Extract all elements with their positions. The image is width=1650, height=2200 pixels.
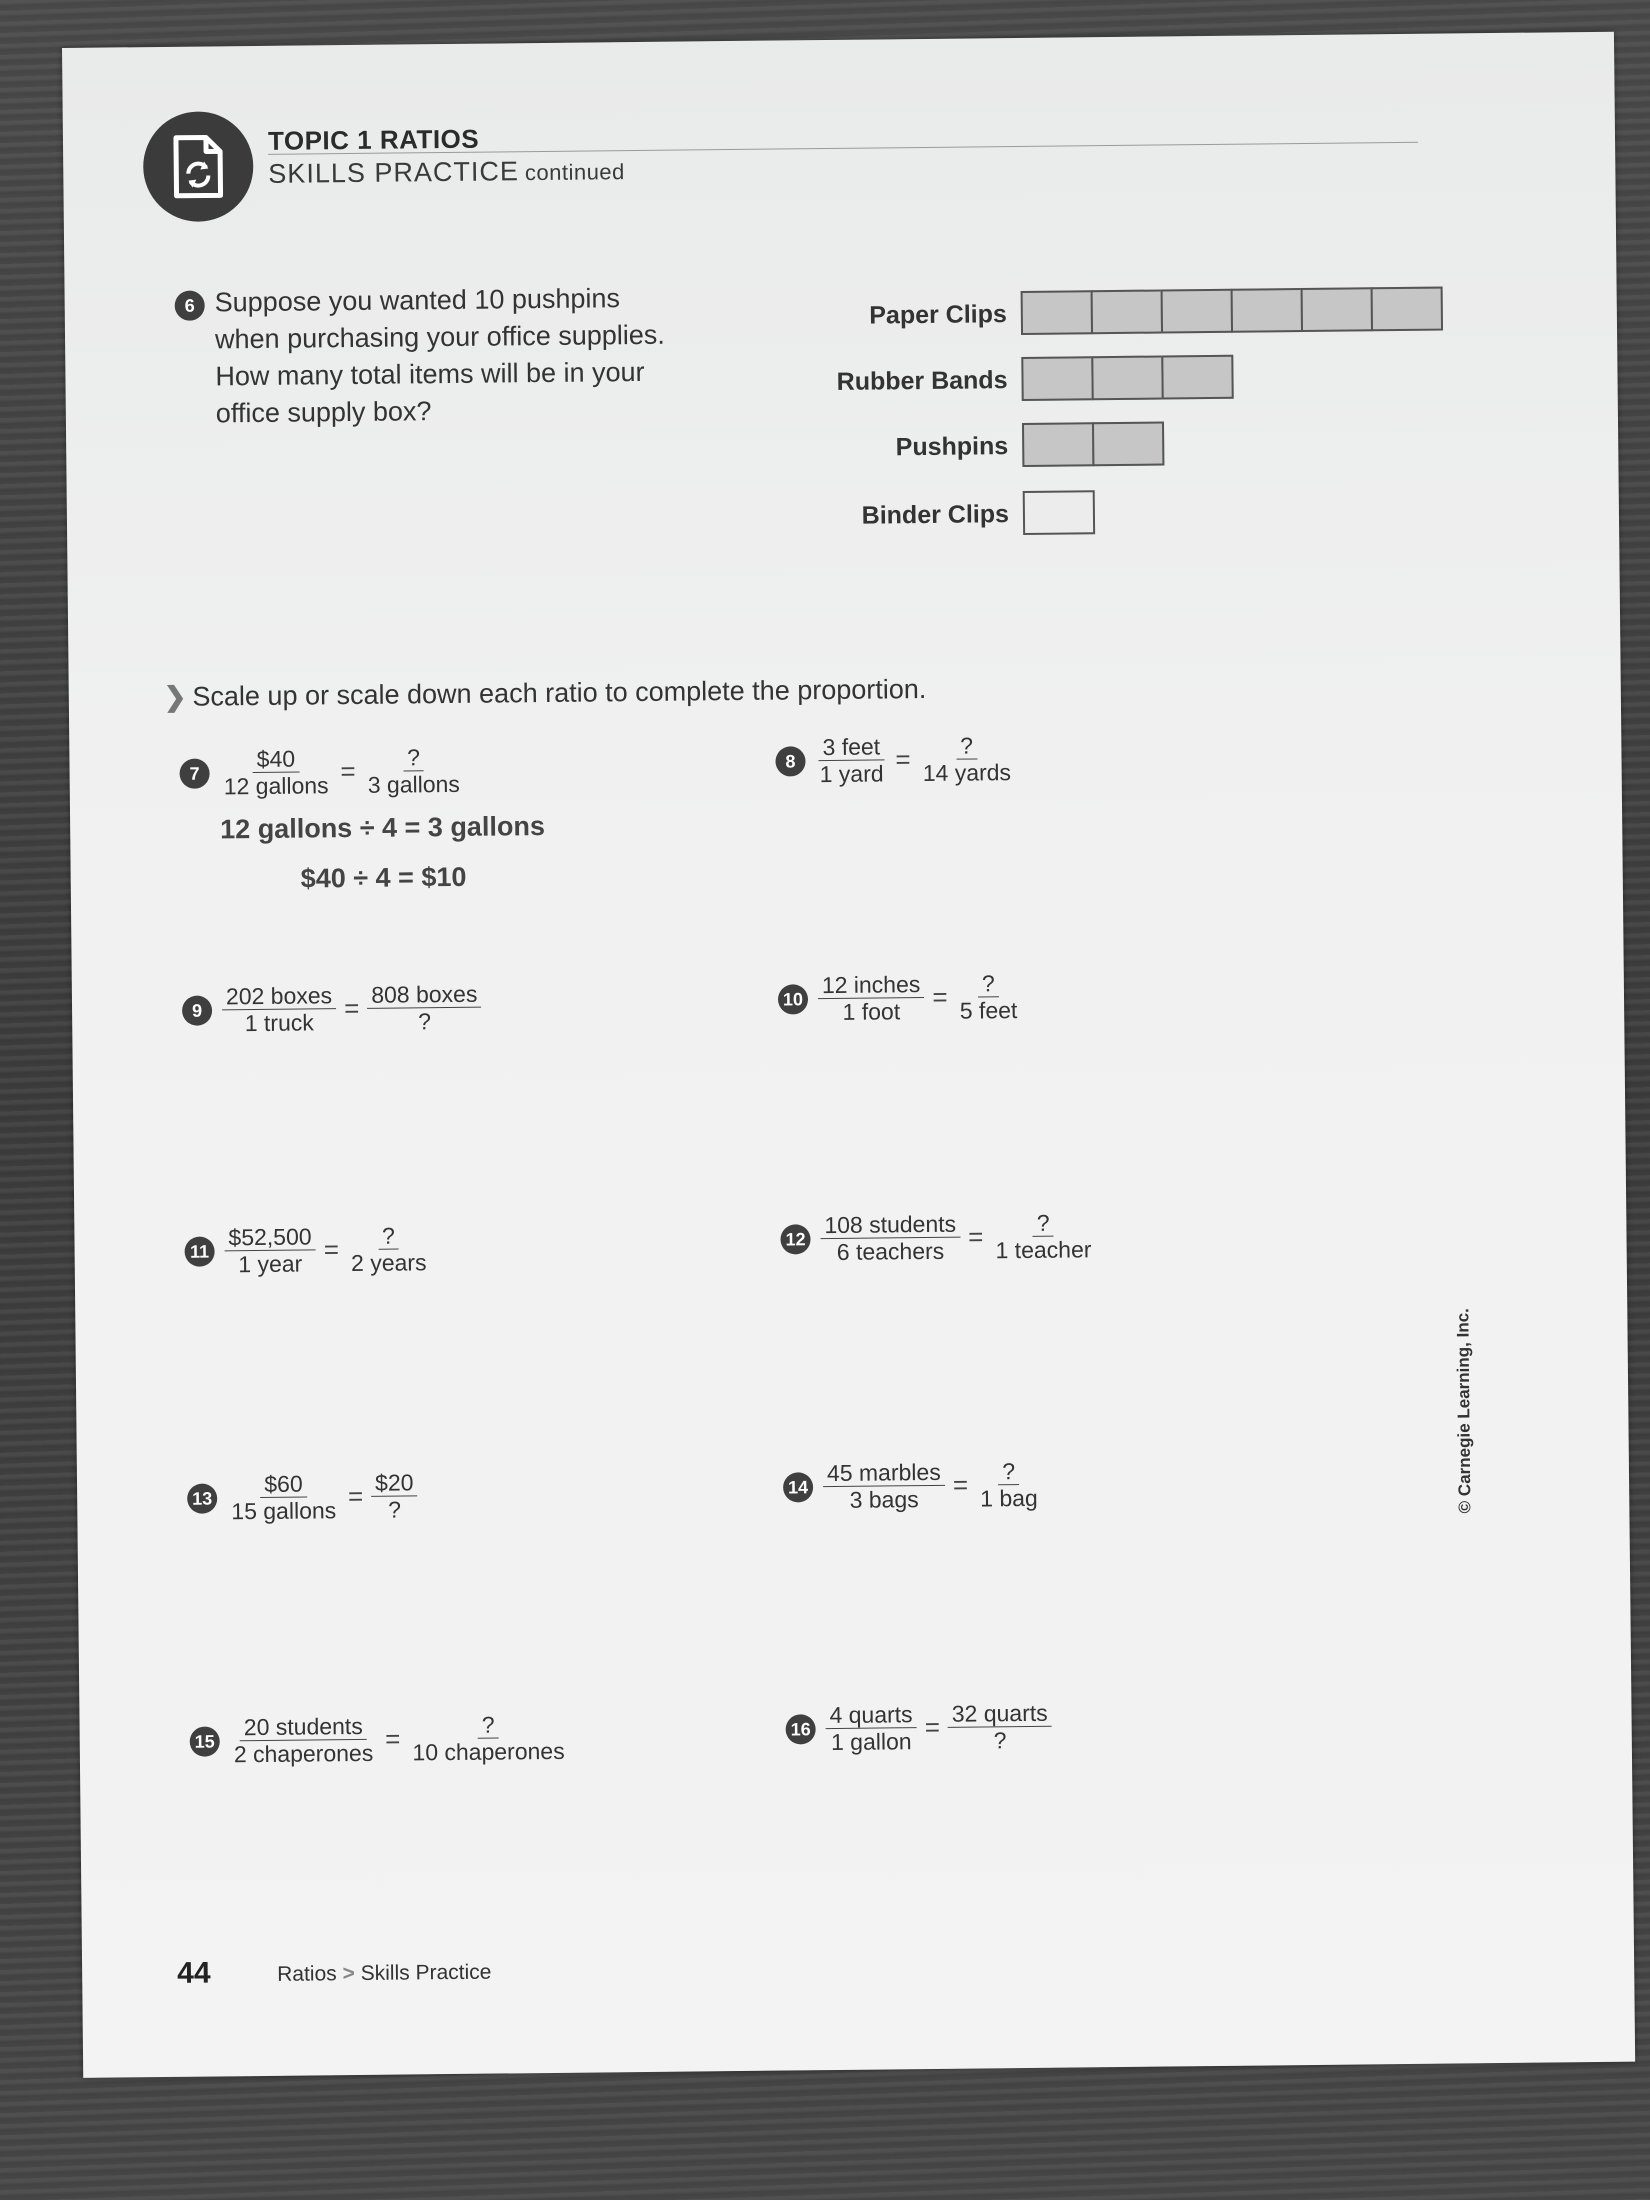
numerator: 202 boxes: [222, 982, 336, 1010]
denominator: 1 teacher: [995, 1236, 1092, 1264]
numerator: 108 students: [820, 1211, 960, 1239]
tape-box: [1231, 288, 1303, 333]
denominator: 5 feet: [959, 997, 1018, 1024]
problem-number: 6: [175, 291, 205, 321]
ratio-right: [363, 744, 464, 798]
tape-box: [1091, 355, 1163, 400]
ratio-left: [227, 1470, 340, 1524]
equals-sign: =: [952, 1469, 969, 1500]
tape-row-binder-clips: [1023, 490, 1093, 535]
denominator: 1 foot: [842, 998, 901, 1025]
denominator: 1 bag: [980, 1484, 1038, 1512]
problem-6-line: office supply box?: [215, 396, 432, 429]
ratio-left: [815, 733, 887, 787]
denominator: 1 year: [238, 1250, 303, 1278]
numerator: ?: [998, 1458, 1019, 1485]
tape-label: Paper Clips: [869, 300, 1007, 330]
denominator: 3 bags: [849, 1486, 919, 1513]
problem-6-line: How many total items will be in your: [215, 356, 645, 392]
ratio-left: [818, 971, 925, 1025]
tape-box: [1022, 422, 1094, 467]
denominator: 12 gallons: [223, 772, 329, 800]
problem-7: [179, 744, 464, 800]
ratio-left: [825, 1701, 917, 1755]
tape-row-paper-clips: [1021, 287, 1441, 335]
numerator: 3 feet: [818, 733, 884, 761]
numerator: ?: [978, 970, 999, 997]
problem-9: [182, 981, 482, 1037]
equals-sign: =: [895, 744, 911, 775]
numerator: ?: [1033, 1210, 1054, 1237]
problem-14: [783, 1458, 1042, 1514]
ratio-left: [820, 1211, 960, 1265]
ratio-right: [408, 1711, 569, 1766]
denominator: 1 truck: [244, 1009, 314, 1037]
denominator: 1 yard: [819, 760, 884, 788]
problem-11: [184, 1222, 430, 1278]
ratio-left: [229, 1713, 377, 1768]
equals-sign: =: [968, 1221, 984, 1252]
numerator: $20: [371, 1469, 418, 1496]
ratio-left: [224, 1223, 316, 1277]
instruction-text: Scale up or scale down each ratio to complete the proportion.: [192, 673, 927, 712]
numerator: 32 quarts: [948, 1700, 1052, 1728]
ratio-right: [347, 1222, 431, 1276]
tape-box: [1301, 287, 1373, 332]
problem-number: 11: [184, 1236, 214, 1266]
ratio-right: [976, 1458, 1042, 1512]
section-title: [268, 155, 625, 190]
denominator: 2 chaperones: [233, 1739, 374, 1768]
numerator: ?: [403, 744, 424, 771]
numerator: $52,500: [224, 1223, 315, 1251]
denominator: 10 chaperones: [412, 1737, 565, 1766]
tape-box: [1371, 287, 1443, 332]
tape-box: [1023, 490, 1095, 535]
denominator: ?: [993, 1727, 1007, 1754]
tape-box: [1091, 289, 1163, 334]
problem-15: [189, 1711, 568, 1768]
numerator: 20 students: [240, 1713, 367, 1741]
tape-box: [1021, 290, 1093, 335]
denominator: ?: [418, 1008, 432, 1035]
equals-sign: =: [384, 1723, 401, 1754]
denominator: 3 gallons: [367, 770, 460, 798]
breadcrumb-item: Ratios: [277, 1962, 337, 1986]
section-title-text: SKILLS PRACTICE: [268, 156, 520, 189]
numerator: 12 inches: [818, 971, 925, 999]
numerator: ?: [378, 1223, 399, 1250]
handwritten-work: $40 ÷ 4 = $10: [300, 861, 467, 894]
numerator: 4 quarts: [825, 1701, 916, 1729]
denominator: 15 gallons: [231, 1497, 337, 1525]
problem-6-text: [214, 279, 776, 433]
problem-number: 7: [179, 758, 209, 788]
numerator: 808 boxes: [367, 981, 481, 1009]
tape-row-rubber-bands: [1021, 355, 1231, 401]
equals-sign: =: [932, 981, 948, 1012]
denominator: 6 teachers: [836, 1237, 945, 1265]
equals-sign: =: [340, 755, 356, 787]
denominator: 1 gallon: [830, 1728, 912, 1756]
tape-label: Binder Clips: [861, 500, 1010, 530]
tape-label: Pushpins: [895, 432, 1009, 462]
worksheet-page: [62, 32, 1635, 2078]
ratio-right: [367, 981, 482, 1035]
problem-number: 14: [783, 1472, 813, 1502]
ratio-left: [219, 745, 332, 799]
equals-sign: =: [347, 1480, 364, 1512]
ratio-right: [955, 970, 1021, 1024]
denominator: ?: [388, 1496, 402, 1523]
denominator: 14 yards: [922, 759, 1012, 787]
footer-breadcrumb: [277, 1961, 491, 1987]
problem-6-line: when purchasing your office supplies.: [214, 319, 665, 355]
denominator: 2 years: [350, 1249, 427, 1277]
breadcrumb-item: Skills Practice: [360, 1960, 492, 1985]
chevron-right-icon: >: [342, 1962, 355, 1986]
problem-number: 12: [780, 1224, 810, 1254]
continued-label: continued: [524, 159, 625, 186]
equals-sign: =: [924, 1711, 941, 1743]
ratio-right: [948, 1700, 1052, 1754]
problem-number: 16: [785, 1714, 815, 1744]
ratio-left: [222, 982, 337, 1036]
skills-practice-logo: [143, 111, 254, 222]
tape-box: [1021, 356, 1093, 401]
problem-number: 10: [778, 984, 808, 1014]
ratio-right: [918, 732, 1015, 786]
numerator: $60: [260, 1471, 307, 1498]
problem-16: [785, 1700, 1052, 1756]
equals-sign: =: [323, 1234, 340, 1265]
problem-12: [780, 1209, 1095, 1265]
ratio-right: [991, 1209, 1095, 1263]
page-number: 44: [176, 1956, 211, 1990]
problem-10: [778, 970, 1022, 1026]
problem-13: [187, 1469, 418, 1524]
equals-sign: =: [344, 992, 360, 1024]
tape-label: Rubber Bands: [836, 366, 1008, 396]
copyright-notice: © Carnegie Learning, Inc.: [1453, 1308, 1475, 1514]
chevron-right-icon: ❯: [163, 681, 187, 712]
numerator: 45 marbles: [823, 1459, 945, 1487]
numerator: $40: [253, 746, 300, 773]
problem-number: 9: [182, 995, 212, 1025]
instruction: [164, 674, 927, 713]
problem-6-line: Suppose you wanted 10 pushpins: [214, 283, 621, 318]
document-refresh-icon: [168, 133, 229, 200]
tape-row-pushpins: [1022, 422, 1162, 467]
problem-number: 13: [187, 1483, 217, 1513]
numerator: ?: [956, 732, 977, 759]
problem-8: [775, 732, 1015, 788]
numerator: ?: [478, 1712, 499, 1739]
tape-box: [1092, 421, 1164, 466]
problem-number: 15: [190, 1726, 220, 1756]
ratio-right: [371, 1469, 418, 1522]
tape-box: [1161, 289, 1233, 334]
tape-box: [1161, 355, 1233, 400]
problem-number: 8: [775, 746, 805, 776]
handwritten-work: 12 gallons ÷ 4 = 3 gallons: [220, 810, 546, 845]
topic-title: TOPIC 1 RATIOS: [267, 123, 480, 156]
ratio-left: [823, 1459, 945, 1513]
